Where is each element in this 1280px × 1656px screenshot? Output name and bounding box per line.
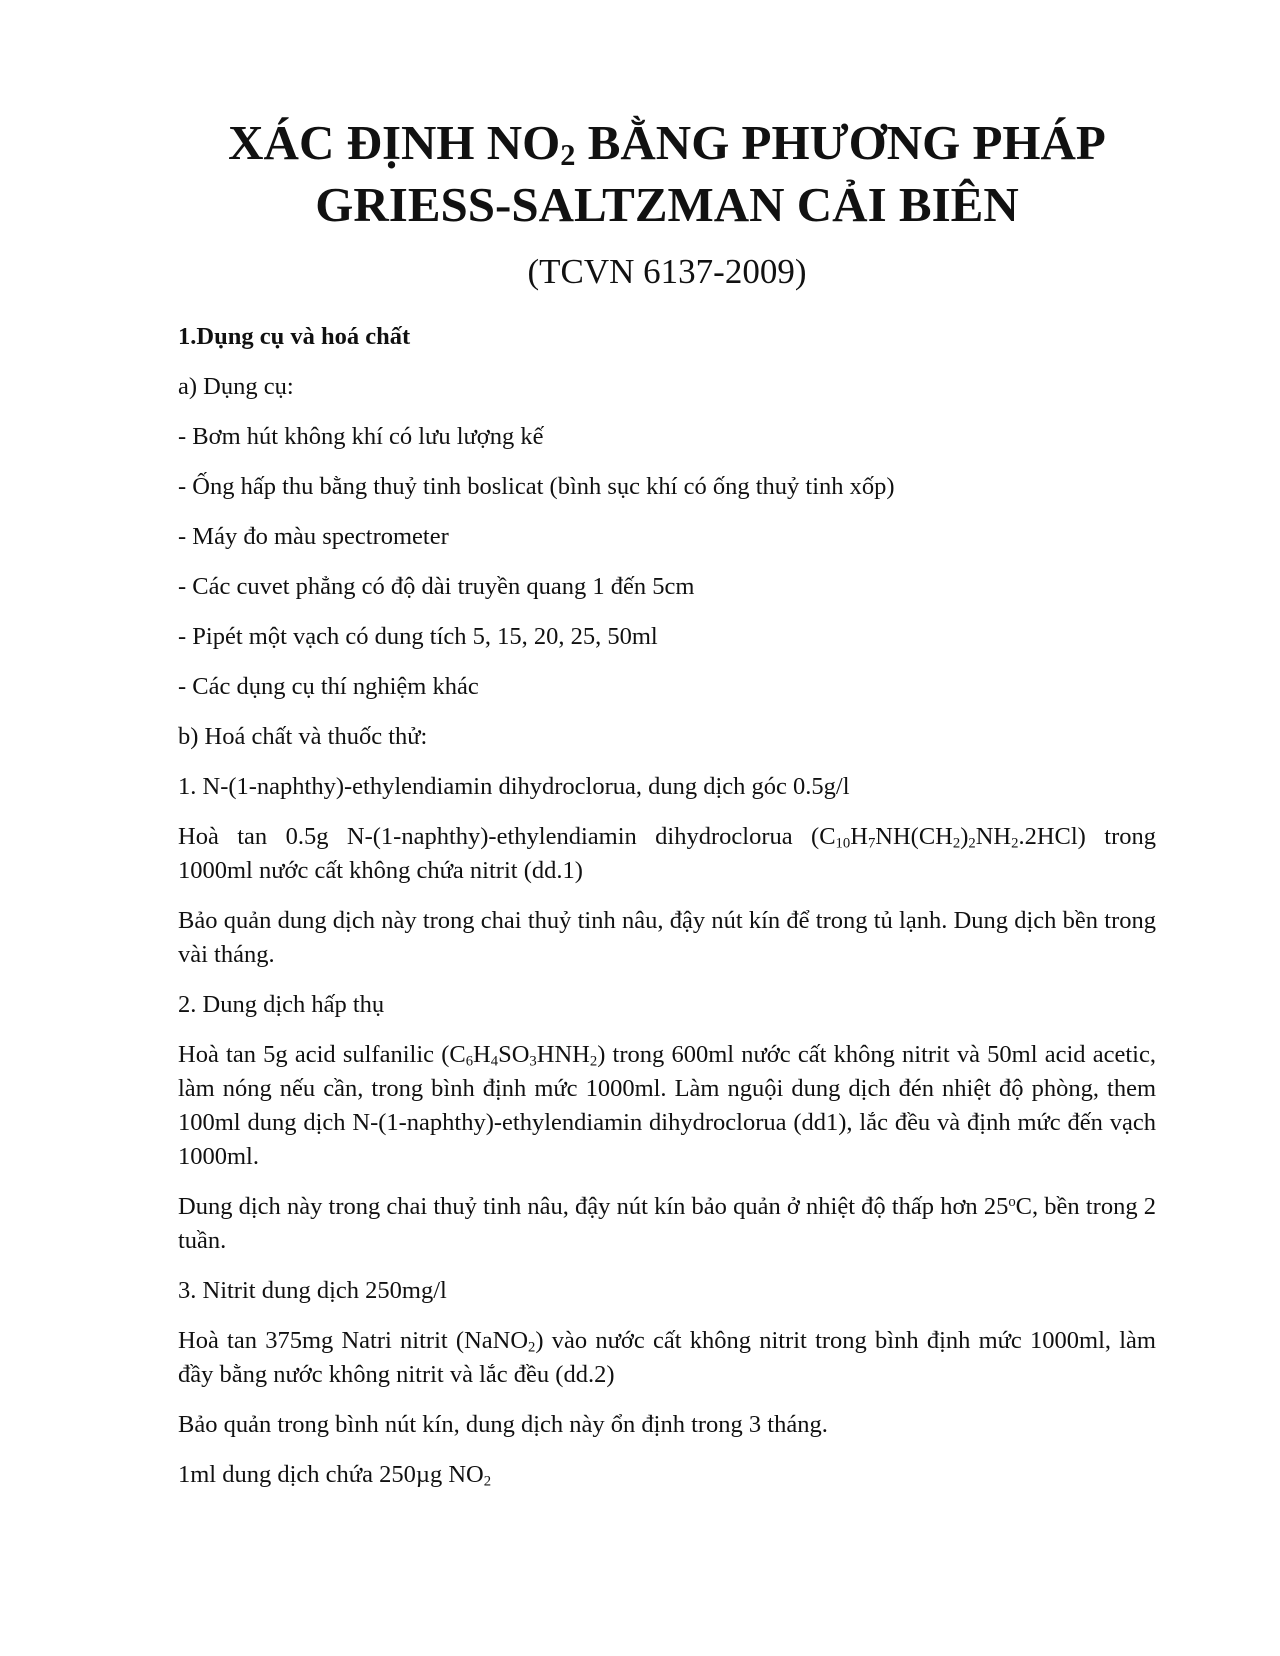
standard-reference: (TCVN 6137-2009) [527, 252, 807, 291]
reagent-2-preparation: Hoà tan 5g acid sulfanilic $(C_6H_4SO_3HNH_2)$ trong 600ml nước cất không nitrit và 50ml acid acetic, làm nóng nếu cần, trong bình định mức 1000ml. Làm nguội dung dịch đén nhiệt độ phòng, them 100ml dung dịch N-(1-naphthy)-ethylendiamin dihydroclorua (dd1), lắc đều và định mức đến vạch 1000ml. [178, 1041, 1156, 1170]
document-page [178, 112, 1156, 1508]
title-line-1: XÁC ĐỊNH $NO_2$ BẰNG PHƯƠNG PHÁP [228, 115, 1106, 173]
reagent-3-concentration: 1ml dung dịch chứa 250µg $NO_2$ [178, 1461, 492, 1490]
equipment-heading: a) Dụng cụ: [178, 373, 294, 400]
reagent-1-title: 1. N-(1-naphthy)-ethylendiamin dihydroclorua, dung dịch góc 0.5g/l [178, 773, 850, 800]
section-heading: 1.Dụng cụ và hoá chất [178, 323, 411, 350]
reagent-1-storage: Bảo quản dung dịch này trong chai thuỷ tinh nâu, đậy nút kín để trong tủ lạnh. Dung dịch bền trong vài tháng. [178, 907, 1156, 968]
reagent-2-storage: Dung dịch này trong chai thuỷ tinh nâu, đậy nút kín bảo quản ở nhiệt độ thấp hơn 25$^o$C, bền trong 2 tuần. [178, 1193, 1156, 1254]
reagent-3-preparation: Hoà tan 375mg Natri nitrit (NaNO$_2$) vào nước cất không nitrit trong bình định mức 1000ml, làm đầy bằng nước không nitrit và lắc đều (dd.2) [178, 1327, 1156, 1388]
document-title [178, 112, 1156, 236]
equipment-item: - Máy đo màu spectrometer [178, 523, 449, 550]
equipment-item: - Bơm hút không khí có lưu lượng kế [178, 423, 544, 450]
equipment-item: - Pipét một vạch có dung tích 5, 15, 20, 25, 50ml [178, 623, 658, 650]
equipment-item: - Các cuvet phẳng có độ dài truyền quang 1 đến 5cm [178, 573, 695, 600]
title-line-2: GRIESS-SALTZMAN CẢI BIÊN [315, 177, 1019, 232]
equipment-item: - Các dụng cụ thí nghiệm khác [178, 673, 479, 700]
reagent-3-storage: Bảo quản trong bình nút kín, dung dịch này ổn định trong 3 tháng. [178, 1411, 828, 1438]
reagent-2-title: 2. Dung dịch hấp thụ [178, 991, 385, 1018]
equipment-item: - Ống hấp thu bằng thuỷ tinh boslicat (bình sục khí có ống thuỷ tinh xốp) [178, 473, 895, 500]
chemicals-heading: b) Hoá chất và thuốc thử: [178, 723, 428, 750]
reagent-1-preparation: Hoà tan 0.5g N-(1-naphthy)-ethylendiamin dihydroclorua $(C_{10}H_7NH(CH_2)_2NH_2.2HCl)$ trong 1000ml nước cất không chứa nitrit (dd.1) [178, 823, 1156, 884]
reagent-3-title: 3. Nitrit dung dịch 250mg/l [178, 1277, 447, 1304]
